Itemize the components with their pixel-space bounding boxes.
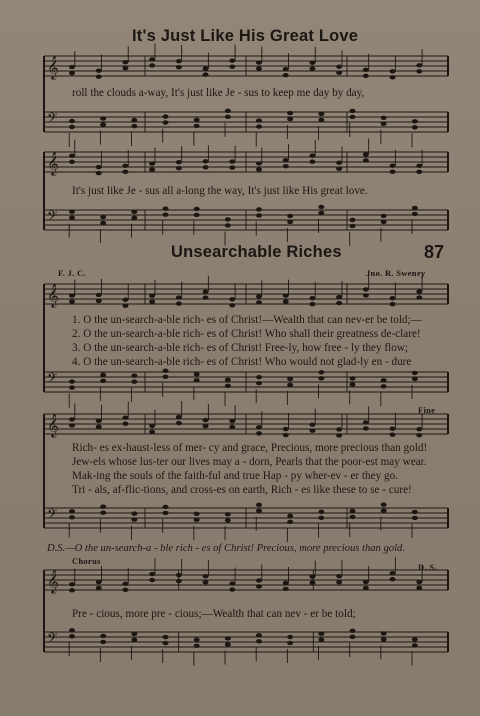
note-head bbox=[283, 73, 289, 77]
note-head bbox=[390, 69, 396, 73]
note-head bbox=[149, 572, 155, 576]
note-head bbox=[69, 423, 75, 427]
note-head bbox=[203, 289, 209, 293]
refrain-line-3: Mak-ing the souls of the faith-ful and true Hap - py wher-ev - er they go. bbox=[72, 470, 398, 482]
note-head bbox=[69, 379, 75, 383]
note-head bbox=[318, 376, 324, 380]
note-head bbox=[350, 376, 356, 380]
note-head bbox=[229, 425, 235, 429]
note-head bbox=[318, 631, 324, 635]
note-head bbox=[229, 59, 235, 63]
note-head bbox=[122, 164, 128, 168]
note-head bbox=[69, 588, 75, 592]
note-head bbox=[194, 372, 200, 376]
note-head bbox=[122, 170, 128, 174]
note-head bbox=[131, 216, 137, 220]
note-head bbox=[163, 635, 169, 639]
note-head bbox=[69, 515, 75, 519]
note-head bbox=[163, 375, 169, 379]
note-head bbox=[96, 165, 102, 169]
note-head bbox=[69, 125, 75, 129]
note-head bbox=[163, 206, 169, 210]
verse-line-4: 4. O the un-search-a-ble rich- es of Christ! Who would not glad-ly en - dure bbox=[72, 356, 412, 368]
note-head bbox=[390, 75, 396, 79]
note-head bbox=[69, 154, 75, 158]
note-head bbox=[176, 415, 182, 419]
refrain-line-1: Rich- es ex-haust-less of mer- cy and grace, Precious, more precious than gold! bbox=[72, 442, 428, 454]
note-head bbox=[256, 66, 262, 70]
note-head bbox=[149, 430, 155, 434]
note-head bbox=[96, 580, 102, 584]
note-head bbox=[203, 159, 209, 163]
note-head bbox=[176, 573, 182, 577]
note-head bbox=[256, 124, 262, 128]
note-head bbox=[390, 432, 396, 436]
note-head bbox=[416, 164, 422, 168]
note-head bbox=[131, 517, 137, 521]
note-head bbox=[256, 375, 262, 379]
note-head bbox=[229, 159, 235, 163]
note-head bbox=[287, 383, 293, 387]
note-head bbox=[283, 299, 289, 303]
note-head bbox=[229, 587, 235, 591]
note-head bbox=[336, 64, 342, 68]
note-head bbox=[363, 420, 369, 424]
note-head bbox=[96, 586, 102, 590]
note-head bbox=[69, 582, 75, 586]
note-head bbox=[416, 427, 422, 431]
refrain-line-2: Jew-els whose lus-ter our lives may a - dorn, Pearls that the poor-est may wear. bbox=[72, 456, 427, 468]
note-head bbox=[122, 298, 128, 302]
note-head bbox=[256, 161, 262, 165]
note-head bbox=[287, 520, 293, 524]
verse-line-1: 1. O the un-search-a-ble rich- es of Christ!—Wealth that can nev-er be told;— bbox=[72, 314, 422, 326]
note-head bbox=[412, 371, 418, 375]
note-head bbox=[100, 634, 106, 638]
note-head bbox=[416, 170, 422, 174]
note-head bbox=[229, 165, 235, 169]
note-head bbox=[412, 206, 418, 210]
note-head bbox=[194, 213, 200, 217]
note-head bbox=[412, 516, 418, 520]
note-head bbox=[176, 579, 182, 583]
note-head bbox=[283, 293, 289, 297]
note-head bbox=[381, 508, 387, 512]
note-head bbox=[363, 287, 369, 291]
treble-clef: 𝄞 bbox=[47, 413, 59, 437]
note-head bbox=[163, 120, 169, 124]
note-head bbox=[194, 118, 200, 122]
note-head bbox=[203, 574, 209, 578]
note-head bbox=[363, 580, 369, 584]
note-head bbox=[256, 578, 262, 582]
note-head bbox=[363, 74, 369, 78]
note-head bbox=[225, 115, 231, 119]
note-head bbox=[390, 170, 396, 174]
note-head bbox=[69, 417, 75, 421]
note-head bbox=[412, 125, 418, 129]
note-head bbox=[318, 510, 324, 514]
note-head bbox=[131, 638, 137, 642]
note-head bbox=[318, 118, 324, 122]
note-head bbox=[390, 164, 396, 168]
note-head bbox=[287, 377, 293, 381]
note-head bbox=[194, 207, 200, 211]
note-head bbox=[336, 301, 342, 305]
note-head bbox=[122, 588, 128, 592]
note-head bbox=[163, 511, 169, 515]
note-head bbox=[149, 161, 155, 165]
note-head bbox=[256, 300, 262, 304]
fine-marking: Fine bbox=[418, 405, 436, 415]
note-head bbox=[256, 60, 262, 64]
note-head bbox=[336, 427, 342, 431]
note-head bbox=[100, 373, 106, 377]
note-head bbox=[194, 512, 200, 516]
note-head bbox=[176, 421, 182, 425]
note-head bbox=[350, 224, 356, 228]
verse-line-3: 3. O the un-search-a-ble rich- es of Christ! Free-ly, how free - ly they flow; bbox=[72, 342, 409, 354]
note-head bbox=[256, 167, 262, 171]
note-head bbox=[256, 503, 262, 507]
note-head bbox=[176, 59, 182, 63]
note-head bbox=[287, 111, 293, 115]
note-head bbox=[149, 300, 155, 304]
note-head bbox=[96, 293, 102, 297]
note-head bbox=[363, 426, 369, 430]
note-head bbox=[203, 580, 209, 584]
treble-clef: 𝄞 bbox=[47, 569, 59, 593]
note-head bbox=[287, 635, 293, 639]
note-head bbox=[412, 119, 418, 123]
ds-marking: D. S. bbox=[418, 562, 437, 572]
note-head bbox=[203, 165, 209, 169]
note-head bbox=[287, 220, 293, 224]
note-head bbox=[350, 109, 356, 113]
note-head bbox=[309, 296, 315, 300]
note-head bbox=[283, 581, 289, 585]
note-head bbox=[96, 68, 102, 72]
note-head bbox=[69, 509, 75, 513]
note-head bbox=[131, 210, 137, 214]
note-head bbox=[350, 115, 356, 119]
note-head bbox=[309, 422, 315, 426]
note-head bbox=[176, 301, 182, 305]
bass-clef: 𝄢 bbox=[47, 208, 58, 227]
note-head bbox=[381, 214, 387, 218]
note-head bbox=[225, 512, 231, 516]
note-head bbox=[69, 160, 75, 164]
note-head bbox=[287, 641, 293, 645]
lyric-line: It's just like Je - sus all a-long the way, It's just like His great love. bbox=[72, 185, 368, 197]
note-head bbox=[69, 65, 75, 69]
note-head bbox=[203, 72, 209, 76]
note-head bbox=[256, 294, 262, 298]
note-head bbox=[229, 297, 235, 301]
note-head bbox=[69, 71, 75, 75]
note-head bbox=[194, 644, 200, 648]
note-head bbox=[390, 571, 396, 575]
note-head bbox=[256, 381, 262, 385]
composer-credit: Jno. R. Sweney bbox=[366, 268, 426, 278]
note-head bbox=[336, 167, 342, 171]
note-head bbox=[225, 384, 231, 388]
note-head bbox=[194, 378, 200, 382]
note-head bbox=[363, 158, 369, 162]
note-head bbox=[96, 425, 102, 429]
note-head bbox=[381, 384, 387, 388]
note-head bbox=[176, 65, 182, 69]
note-head bbox=[416, 295, 422, 299]
note-head bbox=[287, 214, 293, 218]
note-head bbox=[100, 215, 106, 219]
note-head bbox=[122, 415, 128, 419]
note-head bbox=[69, 119, 75, 123]
note-head bbox=[336, 161, 342, 165]
note-head bbox=[283, 67, 289, 71]
note-head bbox=[390, 296, 396, 300]
note-head bbox=[363, 152, 369, 156]
note-head bbox=[318, 112, 324, 116]
note-head bbox=[194, 518, 200, 522]
note-head bbox=[350, 382, 356, 386]
note-head bbox=[96, 171, 102, 175]
note-head bbox=[283, 433, 289, 437]
note-head bbox=[381, 637, 387, 641]
note-head bbox=[381, 220, 387, 224]
note-head bbox=[69, 628, 75, 632]
note-head bbox=[412, 510, 418, 514]
note-head bbox=[100, 122, 106, 126]
author-credit: F. J. C. bbox=[58, 268, 86, 278]
note-head bbox=[283, 164, 289, 168]
note-head bbox=[381, 631, 387, 635]
note-head bbox=[69, 299, 75, 303]
note-head bbox=[381, 378, 387, 382]
note-head bbox=[229, 581, 235, 585]
note-head bbox=[163, 369, 169, 373]
note-head bbox=[309, 61, 315, 65]
note-head bbox=[131, 118, 137, 122]
note-head bbox=[309, 574, 315, 578]
note-head bbox=[225, 223, 231, 227]
note-head bbox=[256, 584, 262, 588]
note-head bbox=[69, 216, 75, 220]
note-head bbox=[225, 109, 231, 113]
note-head bbox=[336, 70, 342, 74]
note-head bbox=[336, 295, 342, 299]
note-head bbox=[149, 57, 155, 61]
note-head bbox=[131, 374, 137, 378]
note-head bbox=[122, 421, 128, 425]
note-head bbox=[225, 217, 231, 221]
note-head bbox=[309, 160, 315, 164]
note-head bbox=[176, 160, 182, 164]
note-head bbox=[229, 419, 235, 423]
note-head bbox=[350, 515, 356, 519]
note-head bbox=[149, 424, 155, 428]
note-head bbox=[350, 218, 356, 222]
note-head bbox=[256, 207, 262, 211]
note-head bbox=[225, 642, 231, 646]
note-head bbox=[336, 433, 342, 437]
note-head bbox=[350, 509, 356, 513]
chorus-line: Pre - cious, more pre - cious;—Wealth that can nev - er be told; bbox=[72, 608, 356, 620]
note-head bbox=[256, 213, 262, 217]
hymn-number: 87 bbox=[424, 242, 445, 262]
note-head bbox=[416, 586, 422, 590]
note-head bbox=[100, 510, 106, 514]
note-head bbox=[229, 303, 235, 307]
refrain-line-4: Tri - als, af-flic-tions, and cross-es on earth, Rich - es like these to se - cure! bbox=[72, 484, 412, 496]
note-head bbox=[122, 304, 128, 308]
note-head bbox=[390, 577, 396, 581]
note-head bbox=[69, 385, 75, 389]
note-head bbox=[350, 635, 356, 639]
note-head bbox=[416, 580, 422, 584]
note-head bbox=[203, 295, 209, 299]
note-head bbox=[163, 114, 169, 118]
note-head bbox=[412, 637, 418, 641]
verse-line-2: 2. O the un-search-a-ble rich- es of Christ! Who shall their greatness de-clare! bbox=[72, 328, 421, 340]
note-head bbox=[318, 637, 324, 641]
note-head bbox=[176, 166, 182, 170]
note-head bbox=[309, 67, 315, 71]
chorus-label: Chorus bbox=[72, 556, 101, 566]
note-head bbox=[256, 118, 262, 122]
note-head bbox=[318, 205, 324, 209]
note-head bbox=[194, 638, 200, 642]
note-head bbox=[225, 636, 231, 640]
note-head bbox=[336, 580, 342, 584]
note-head bbox=[283, 158, 289, 162]
note-head bbox=[416, 289, 422, 293]
note-head bbox=[416, 69, 422, 73]
note-head bbox=[69, 634, 75, 638]
note-head bbox=[309, 580, 315, 584]
note-head bbox=[229, 65, 235, 69]
note-head bbox=[283, 587, 289, 591]
note-head bbox=[149, 294, 155, 298]
note-head bbox=[100, 221, 106, 225]
note-head bbox=[122, 582, 128, 586]
note-head bbox=[318, 370, 324, 374]
note-head bbox=[100, 379, 106, 383]
note-head bbox=[122, 66, 128, 70]
note-head bbox=[416, 63, 422, 67]
note-head bbox=[336, 574, 342, 578]
treble-clef: 𝄞 bbox=[47, 151, 59, 175]
note-head bbox=[149, 63, 155, 67]
note-head bbox=[390, 426, 396, 430]
note-head bbox=[381, 502, 387, 506]
note-head bbox=[203, 424, 209, 428]
note-head bbox=[203, 66, 209, 70]
note-head bbox=[381, 122, 387, 126]
note-head bbox=[318, 211, 324, 215]
note-head bbox=[131, 124, 137, 128]
note-head bbox=[363, 293, 369, 297]
note-head bbox=[131, 380, 137, 384]
note-head bbox=[350, 629, 356, 633]
note-head bbox=[309, 154, 315, 158]
note-head bbox=[100, 504, 106, 508]
note-head bbox=[309, 302, 315, 306]
note-head bbox=[363, 586, 369, 590]
note-head bbox=[390, 302, 396, 306]
note-head bbox=[283, 427, 289, 431]
note-head bbox=[287, 514, 293, 518]
note-head bbox=[96, 419, 102, 423]
note-head bbox=[163, 505, 169, 509]
ds-line: D.S.—O the un-search-a - ble rich - es of Christ! Precious, more precious than gold. bbox=[47, 543, 405, 554]
note-head bbox=[149, 578, 155, 582]
note-head bbox=[381, 116, 387, 120]
note-head bbox=[163, 641, 169, 645]
note-head bbox=[131, 511, 137, 515]
note-head bbox=[412, 212, 418, 216]
treble-clef: 𝄞 bbox=[47, 283, 59, 307]
note-head bbox=[256, 425, 262, 429]
note-head bbox=[163, 212, 169, 216]
note-head bbox=[309, 428, 315, 432]
note-head bbox=[203, 418, 209, 422]
note-head bbox=[287, 117, 293, 121]
note-head bbox=[96, 74, 102, 78]
lyric-line: roll the clouds a-way, It's just like Je - sus to keep me day by day, bbox=[72, 87, 365, 99]
note-head bbox=[363, 68, 369, 72]
note-head bbox=[100, 640, 106, 644]
note-head bbox=[256, 431, 262, 435]
note-head bbox=[412, 643, 418, 647]
note-head bbox=[225, 378, 231, 382]
note-head bbox=[131, 632, 137, 636]
bass-clef: 𝄢 bbox=[47, 370, 58, 389]
treble-clef: 𝄞 bbox=[47, 55, 59, 79]
note-head bbox=[225, 518, 231, 522]
bass-clef: 𝄢 bbox=[47, 630, 58, 649]
note-head bbox=[96, 299, 102, 303]
note-head bbox=[256, 509, 262, 513]
note-head bbox=[69, 293, 75, 297]
bass-clef: 𝄢 bbox=[47, 110, 58, 129]
note-head bbox=[318, 516, 324, 520]
note-head bbox=[416, 433, 422, 437]
note-head bbox=[176, 295, 182, 299]
note-head bbox=[122, 60, 128, 64]
note-head bbox=[69, 210, 75, 214]
note-head bbox=[412, 377, 418, 381]
note-head bbox=[256, 639, 262, 643]
note-head bbox=[256, 633, 262, 637]
note-head bbox=[194, 124, 200, 128]
hymn-title: It's Just Like His Great Love bbox=[132, 27, 359, 45]
bass-clef: 𝄢 bbox=[47, 506, 58, 525]
note-head bbox=[100, 116, 106, 120]
note-head bbox=[149, 167, 155, 171]
hymn-title: Unsearchable Riches bbox=[171, 243, 342, 261]
